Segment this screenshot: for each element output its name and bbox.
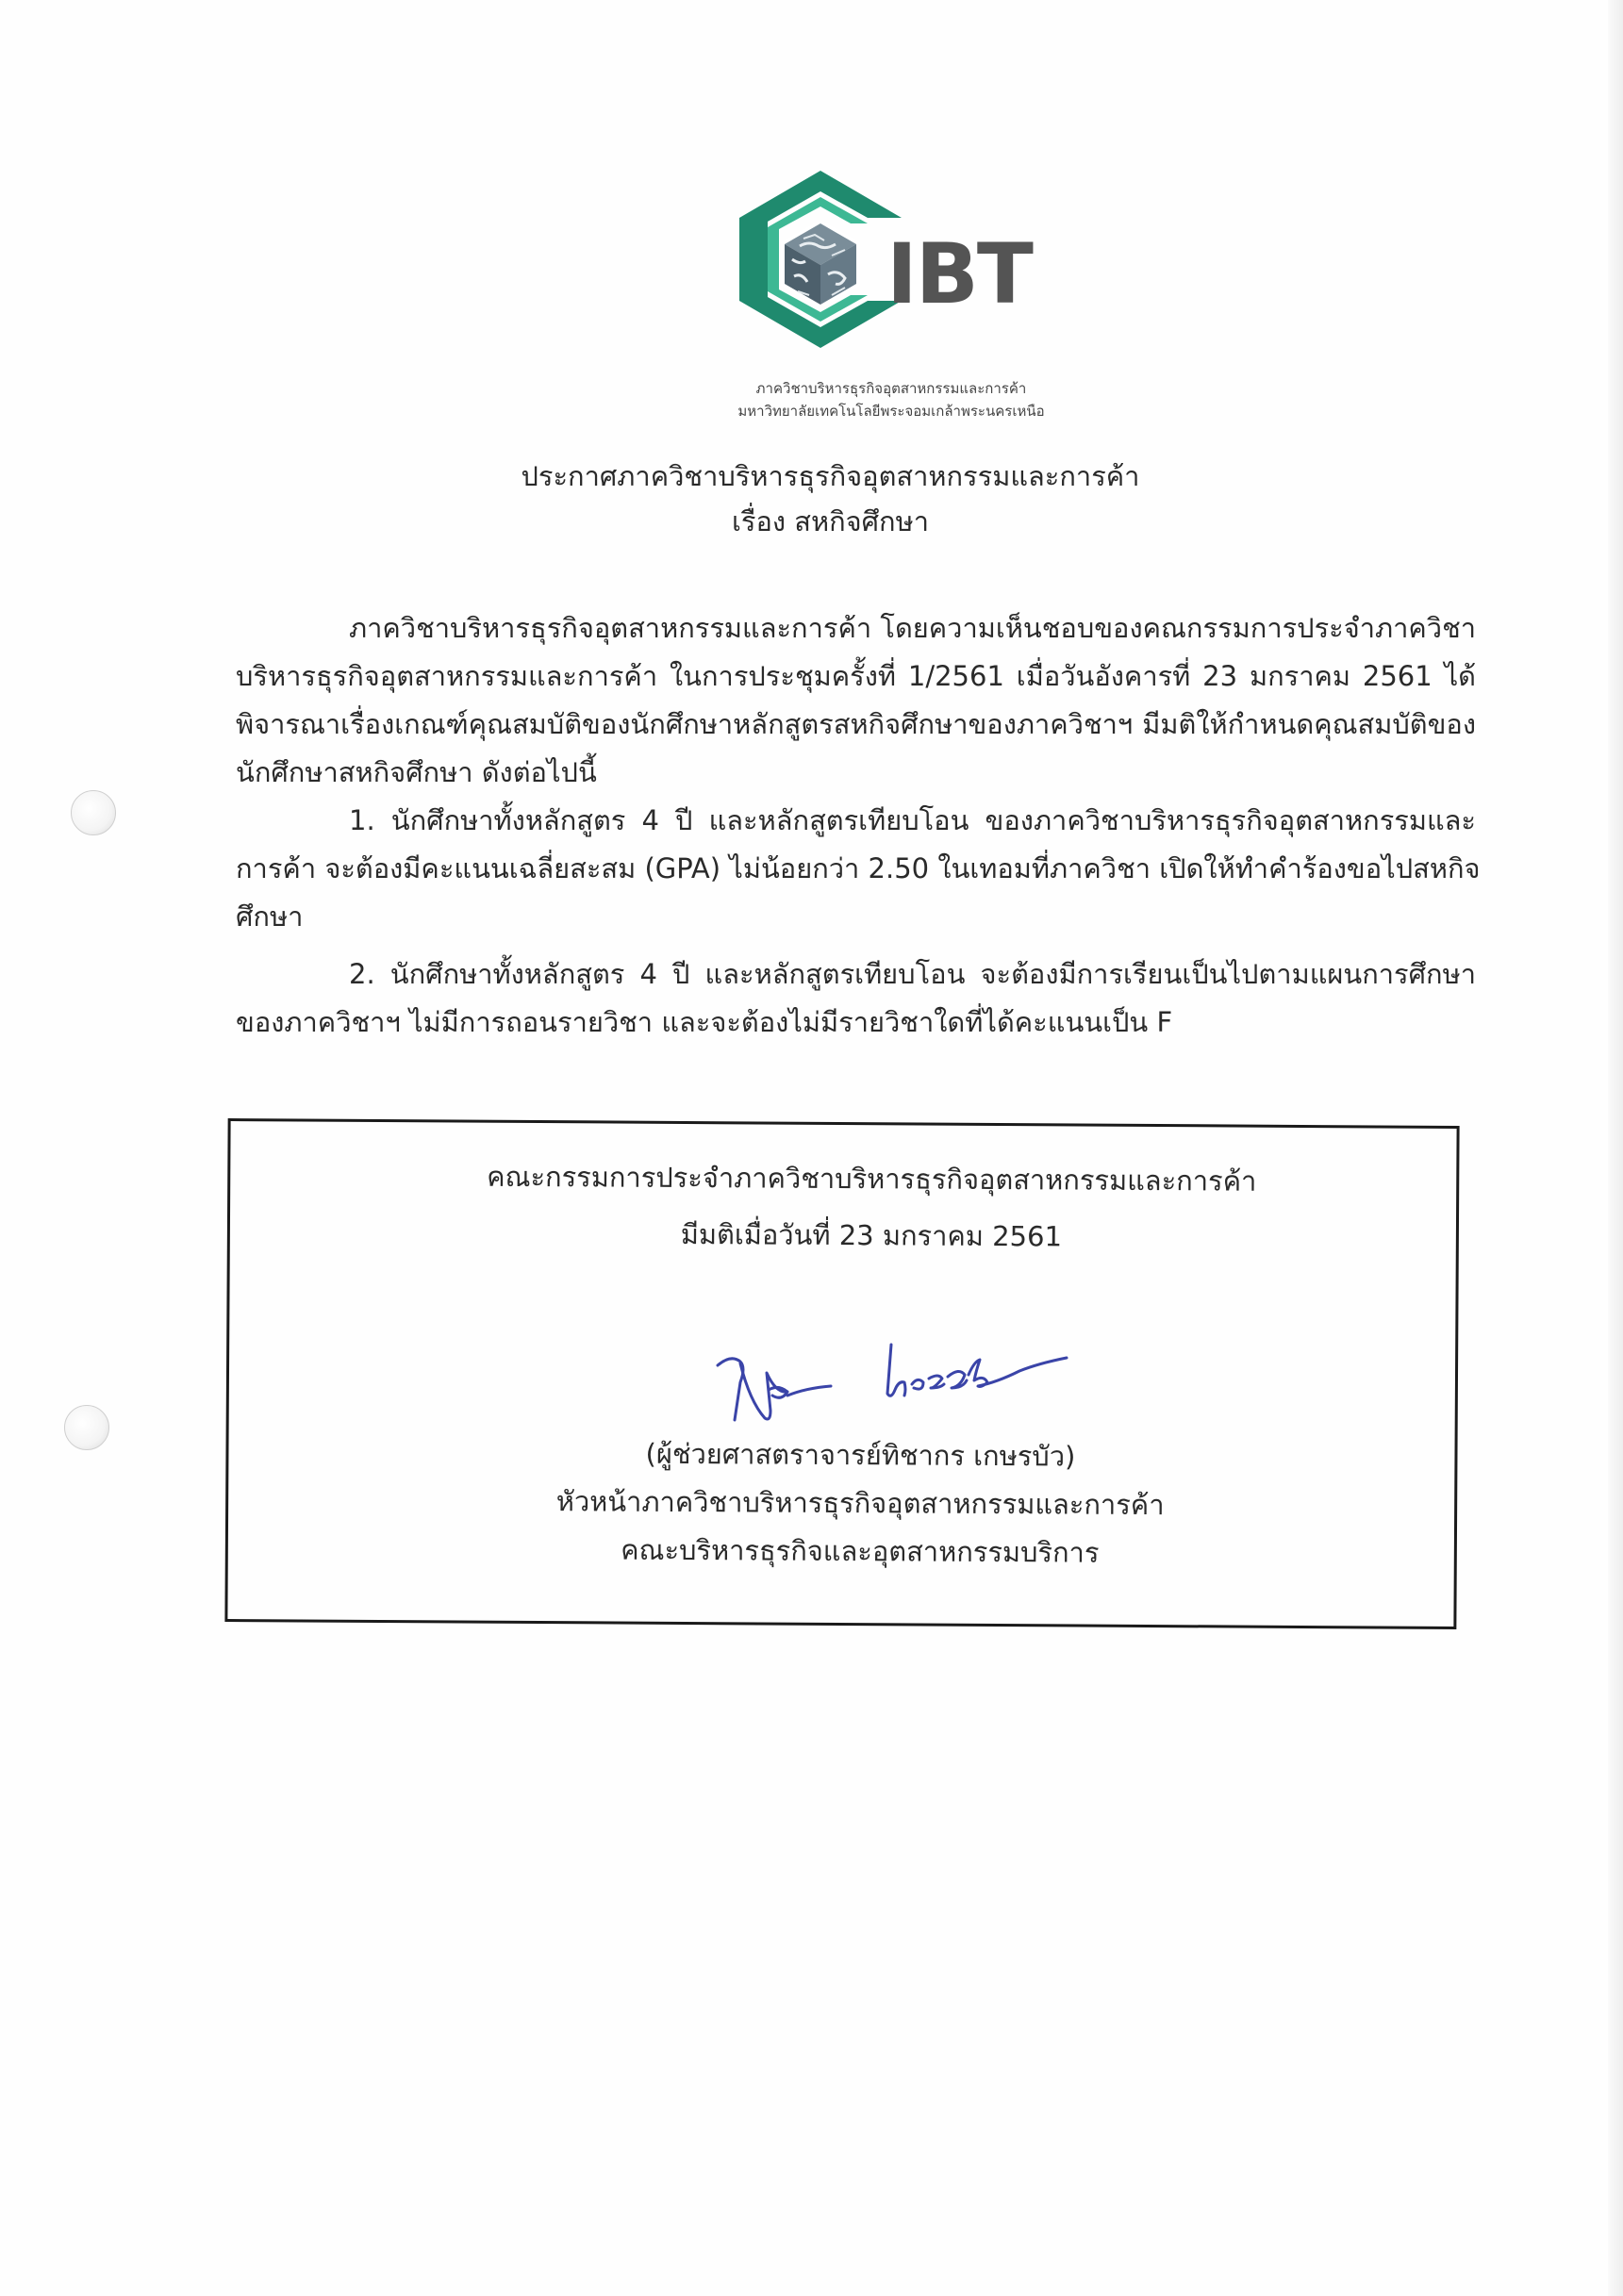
criteria-item-2-line: ของภาควิชาฯ ไม่มีการถอนรายวิชา และจะต้องไม่มีรายวิชาใดที่ได้คะแนนเป็น F [236,1006,1173,1038]
logo-university-line: มหาวิทยาลัยเทคโนโลยีพระจอมเกล้าพระนครเหนือ [737,403,1045,420]
resolution-date: มีมติเมื่อวันที่ 23 มกราคม 2561 [680,1217,1063,1253]
announcement-subject: เรื่อง สหกิจศึกษา [731,505,930,537]
criteria-item-1-line: การค้า จะต้องมีคะแนนเฉลี่ยสะสม (GPA) ไม่น้อยกว่า 2.50 ในเทอมที่ภาควิชา เปิดให้ทำคำร้องขอไปสหกิจ [236,852,1481,884]
committee-name: คณะกรรมการประจำภาควิชาบริหารธุรกิจอุตสาหกรรมและการค้า [487,1160,1257,1198]
faculty-name: คณะบริหารธุรกิจและอุตสาหกรรมบริการ [621,1533,1100,1569]
criteria-item-1-line: 1. นักศึกษาทั้งหลักสูตร 4 ปี และหลักสูตรเทียบโอน ของภาควิชาบริหารธุรกิจอุตสาหกรรมและ [349,804,1476,836]
scan-edge [1608,0,1623,2296]
criteria-item-2-line: 2. นักศึกษาทั้งหลักสูตร 4 ปี และหลักสูตรเทียบโอน จะต้องมีการเรียนเป็นไปตามแผนการศึกษา [349,958,1476,990]
announcement-title: ประกาศภาควิชาบริหารธุรกิจอุตสาหกรรมและการค้า [521,460,1140,492]
intro-line: นักศึกษาสหกิจศึกษา ดังต่อไปนี้ [236,756,597,788]
signer-position: หัวหน้าภาควิชาบริหารธุรกิจอุตสาหกรรมและการค้า [555,1485,1165,1522]
ibt-logo [726,165,1045,429]
criteria-item-1-line: ศึกษา [236,900,304,933]
punch-hole [71,790,116,835]
handwritten-signature [712,1330,1070,1433]
logo-text: IBT [886,225,1032,322]
punch-hole [64,1405,109,1450]
intro-line: ภาควิชาบริหารธุรกิจอุตสาหกรรมและการค้า โดยความเห็นชอบของคณกรรมการประจำภาควิชา [349,612,1477,644]
intro-line: พิจารณาเรื่องเกณฑ์คุณสมบัติของนักศึกษาหลักสูตรสหกิจศึกษาของภาควิชาฯ มีมติให้กำหนดคุณสมบัติของ [236,708,1476,740]
signer-name: (ผู้ช่วยศาสตราจารย์ทิชากร เกษรบัว) [645,1437,1076,1473]
logo-department-line: ภาควิชาบริหารธุรกิจอุตสาหกรรมและการค้า [755,380,1027,397]
intro-line: บริหารธุรกิจอุตสาหกรรมและการค้า ในการประชุมครั้งที่ 1/2561 เมื่อวันอังคารที่ 23 มกราคม 2561 ได้ [236,660,1476,692]
